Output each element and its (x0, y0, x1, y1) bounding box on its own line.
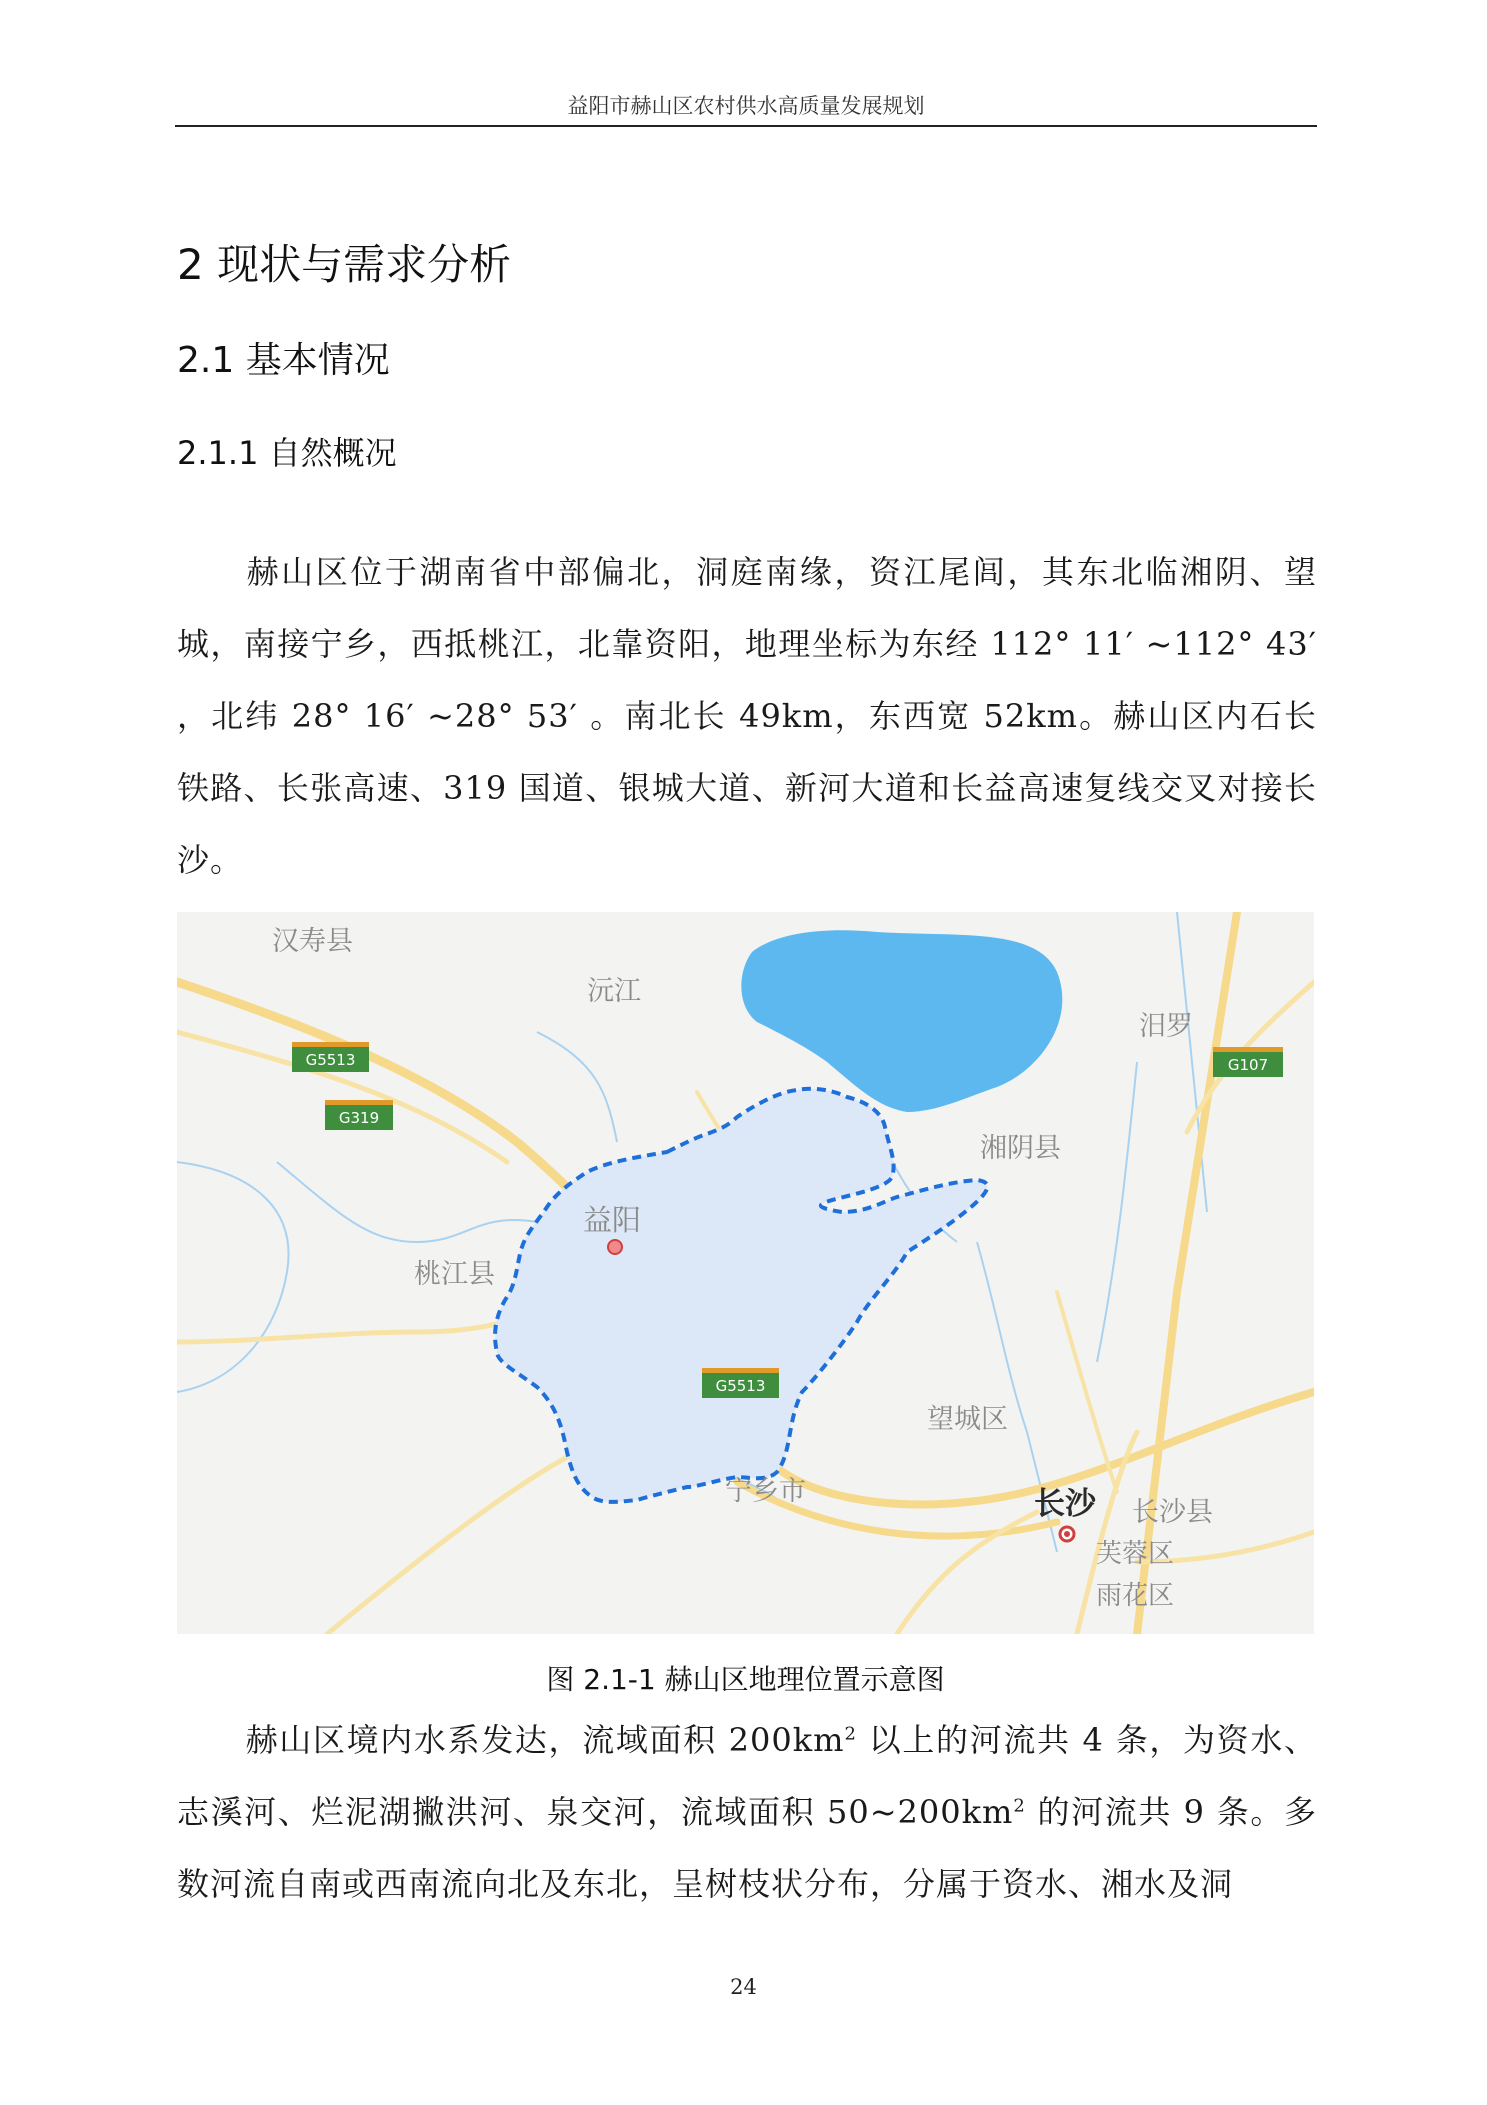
map-label-wangcheng: 望城区 (927, 1404, 1008, 1435)
section-heading: 2.1 基本情况 (177, 340, 390, 381)
location-map (177, 912, 1314, 1634)
paragraph-rivers (177, 1704, 1317, 1920)
lake (741, 930, 1062, 1112)
road-badge-g107 (1213, 1047, 1283, 1077)
map-label-furong: 芙蓉区 (1096, 1539, 1175, 1569)
chapter-heading: 2 现状与需求分析 (177, 240, 512, 289)
svg-text:G107: G107 (1227, 1056, 1269, 1074)
svg-text:G319: G319 (338, 1109, 380, 1127)
heshan-district-region (495, 1089, 987, 1502)
road-badge-g5513-north (292, 1042, 369, 1072)
map-label-changshaxian: 长沙县 (1132, 1497, 1213, 1528)
paragraph-rivers-part-a: 赫山区境内水系发达，流域面积 200km (245, 1721, 845, 1759)
map-label-xiangyin: 湘阴县 (980, 1133, 1061, 1164)
map-label-taojiang: 桃江县 (414, 1259, 495, 1290)
paragraph-rivers-part-c: 的河流共 9 条。多数河流自南或西南流向北及东北，呈树枝状分布，分属于资水、湘水及洞 (177, 1793, 1317, 1903)
superscript-2-a: 2 (844, 1723, 857, 1745)
map-label-yiyang: 益阳 (583, 1203, 642, 1237)
svg-text:G5513: G5513 (715, 1377, 766, 1395)
map-label-yuanjiang: 沅江 (587, 976, 641, 1007)
figure-caption: 图 2.1-1 赫山区地理位置示意图 (546, 1663, 945, 1696)
header-rule (175, 125, 1317, 127)
changsha-city-dot-center (1064, 1531, 1070, 1537)
map-label-yuhua: 雨花区 (1096, 1581, 1175, 1611)
paragraph-location (177, 536, 1317, 896)
paragraph-rivers-part-b: 以上的河流共 4 条，为资水、志溪河、烂泥湖撇洪河、泉交河，流域面积 50~200km (177, 1721, 1317, 1831)
map-label-changsha: 长沙 (1034, 1486, 1096, 1522)
paragraph-location-text: 赫山区位于湖南省中部偏北，洞庭南缘，资江尾闾，其东北临湘阴、望城，南接宁乡，西抵桃江，北靠资阳，地理坐标为东经 112° 11′ ~112° 43′ ，北纬 28° 16′ ~28° 53′ 。南北长 49km，东西宽 52km。赫山区内石长铁路、长张高速、319 国道、银城大道、新河大道和长益高速复线交叉对接长沙。 (177, 553, 1317, 879)
svg-text:G5513: G5513 (305, 1051, 356, 1069)
map-label-miluo: 汨罗 (1139, 1011, 1193, 1042)
road-badge-g5513-south (702, 1368, 779, 1398)
superscript-2-b: 2 (1013, 1795, 1026, 1817)
page-number: 24 (730, 1975, 757, 1999)
road-badge-g319 (325, 1100, 393, 1130)
map-label-ningxiang: 宁乡市 (725, 1476, 806, 1507)
subsection-heading: 2.1.1 自然概况 (177, 434, 397, 472)
running-header: 益阳市赫山区农村供水高质量发展规划 (567, 94, 925, 118)
map-graphic (177, 912, 1314, 1634)
yiyang-city-dot (608, 1240, 622, 1254)
map-label-hanshou: 汉寿县 (272, 926, 353, 957)
